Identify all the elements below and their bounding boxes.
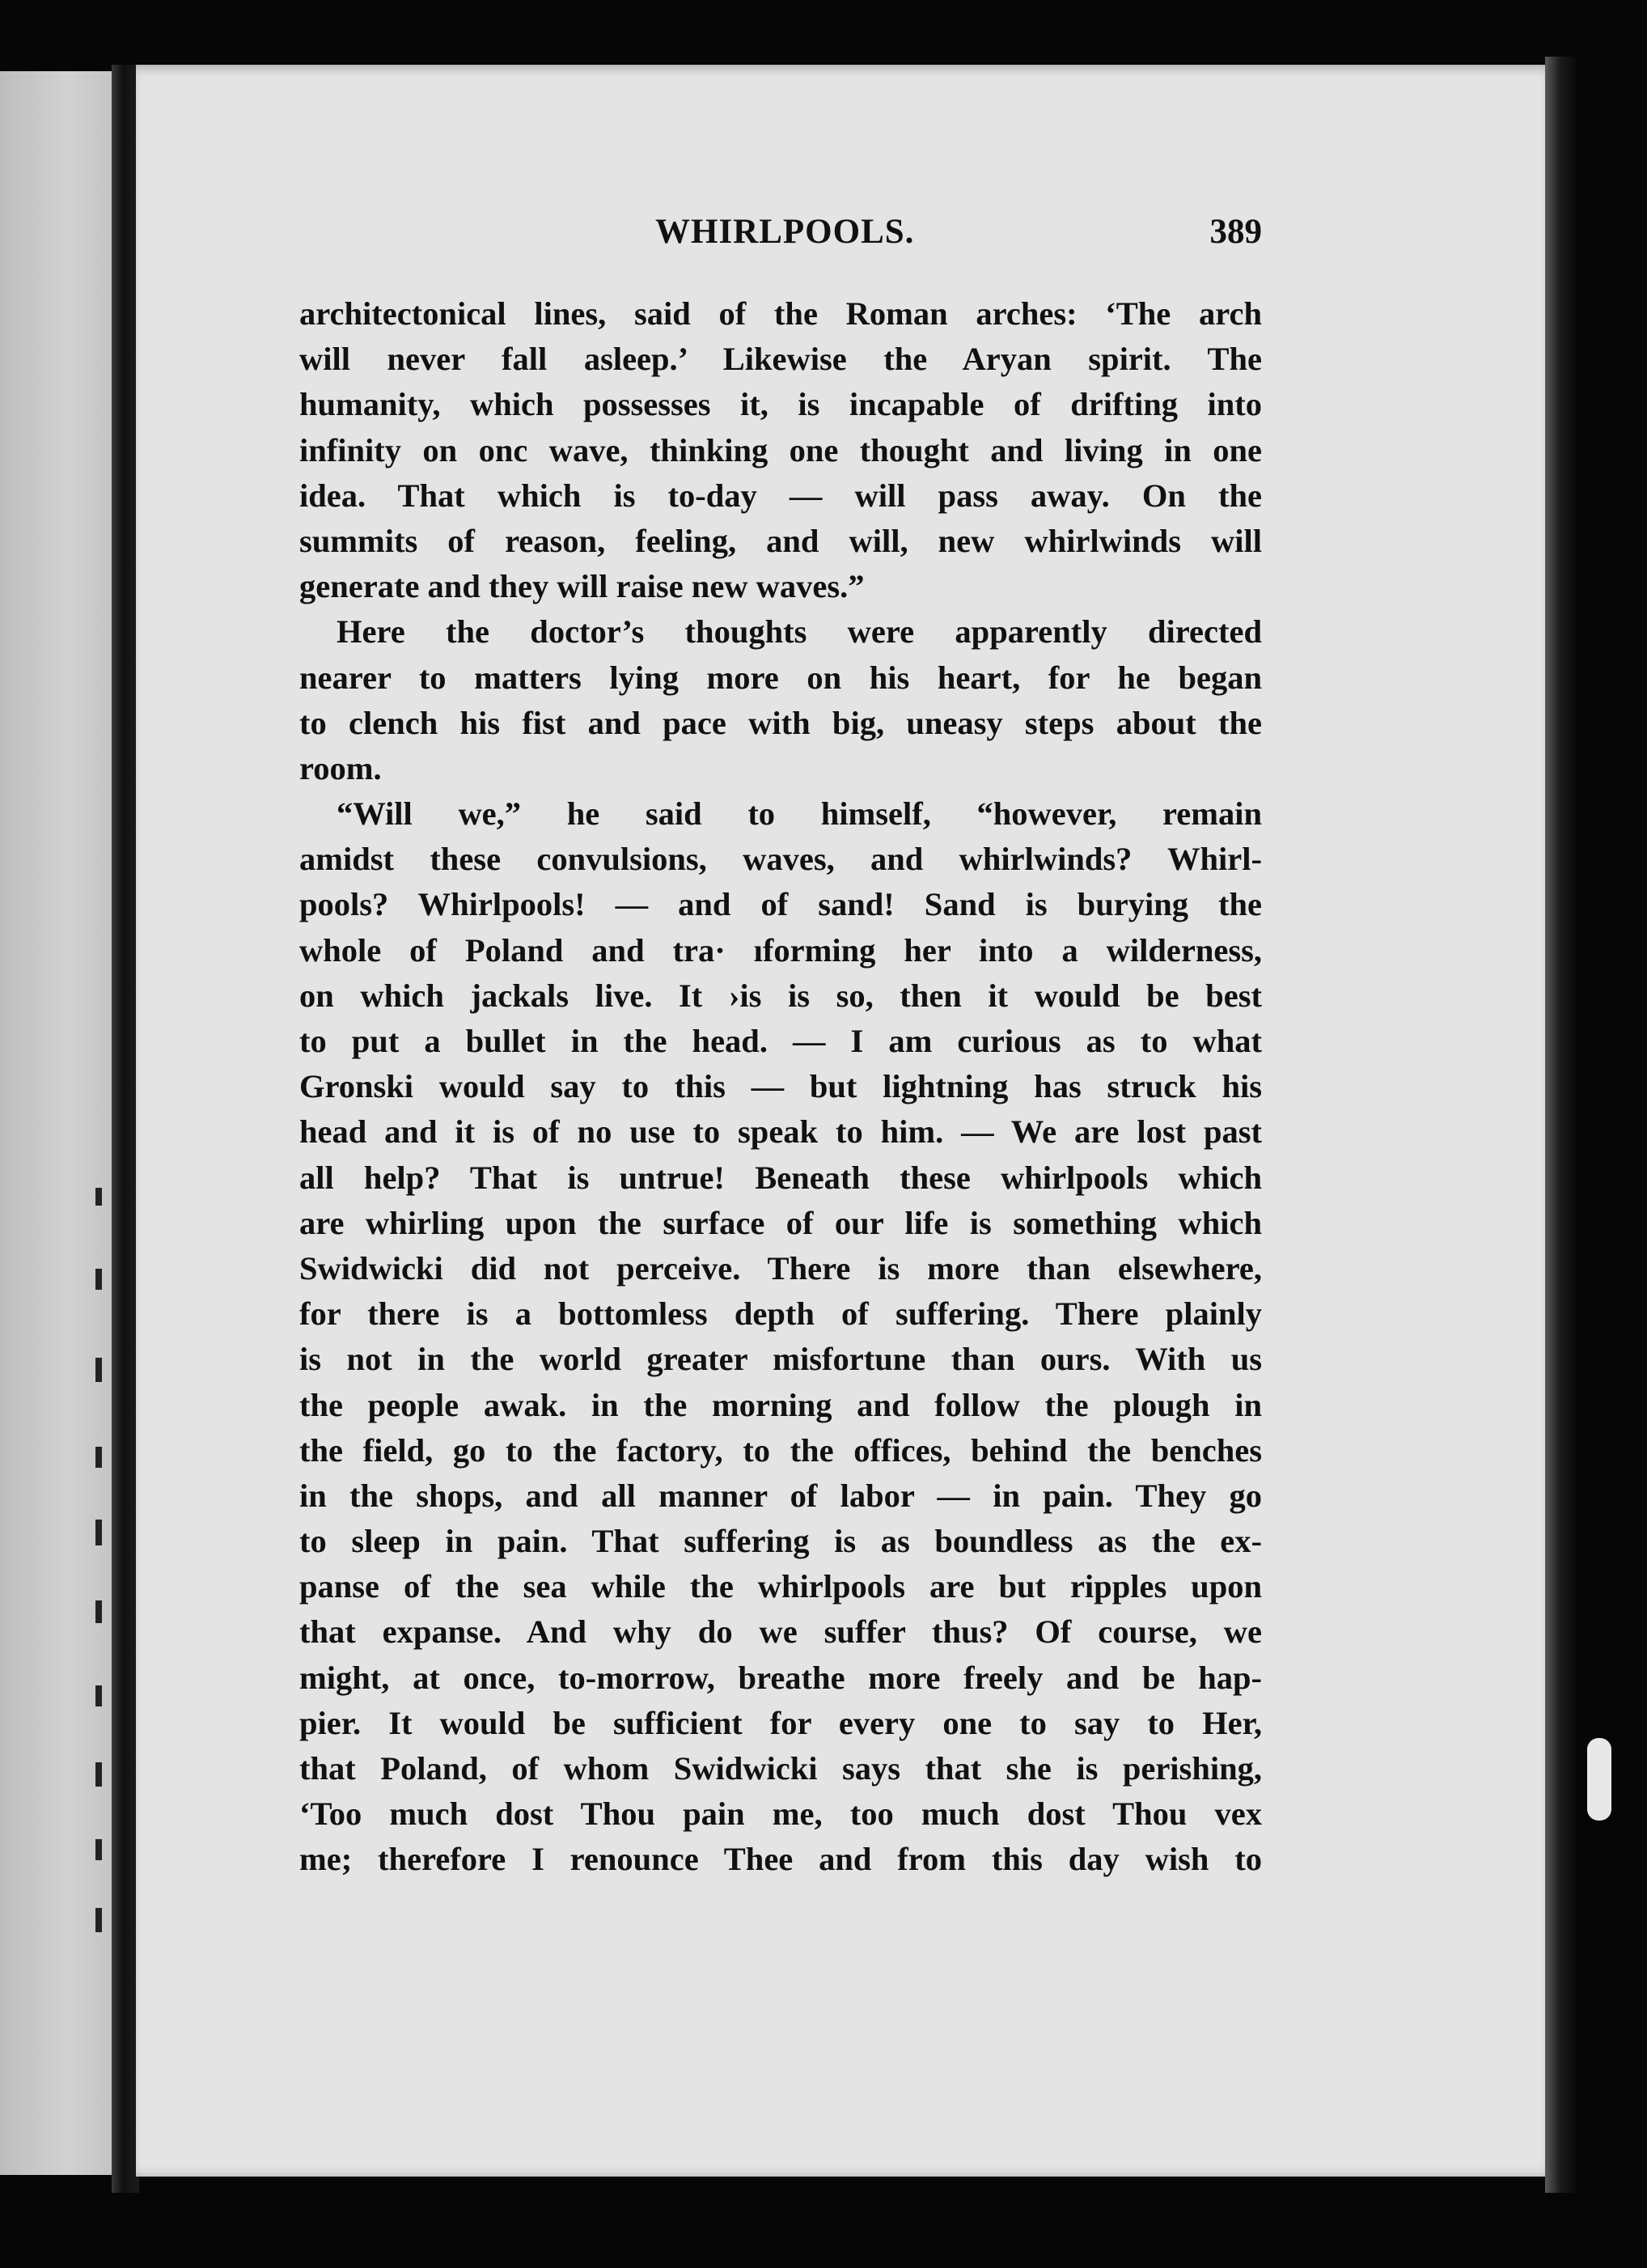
text-line: will never fall asleep.’ Likewise the Aryan spirit. The — [299, 341, 1262, 378]
margin-mark — [95, 1447, 102, 1468]
text-line: generate and they will raise new waves.” — [299, 568, 865, 605]
text-line: might, at once, to-morrow, breathe more freely and be hap- — [299, 1659, 1262, 1696]
text-line: the field, go to the factory, to the offices, behind the benches — [299, 1431, 1262, 1469]
running-head — [299, 212, 1262, 269]
text-line: “Will we,” he said to himself, “however, remain — [337, 795, 1262, 833]
text-line: ‘Too much dost Thou pain me, too much dost Thou vex — [299, 1795, 1262, 1833]
chapter-title: WHIRLPOOLS. — [655, 213, 915, 251]
page-number: 389 — [1209, 213, 1262, 251]
text-line: room. — [299, 749, 382, 786]
text-line: head and it is of no use to speak to him. — We are lost past — [299, 1113, 1262, 1151]
margin-mark — [95, 1685, 102, 1706]
text-line: that expanse. And why do we suffer thus? Of course, we — [299, 1613, 1262, 1651]
margin-mark — [95, 1908, 102, 1932]
text-line: to sleep in pain. That suffering is as boundless as the ex- — [299, 1523, 1262, 1560]
text-line: humanity, which possesses it, is incapable of drifting into — [299, 386, 1262, 423]
text-line: amidst these convulsions, waves, and whirlwinds? Whirl- — [299, 841, 1262, 878]
text-line: pools? Whirlpools! — and of sand! Sand is burying the — [299, 886, 1262, 923]
margin-mark — [95, 1520, 102, 1545]
margin-mark — [95, 1762, 102, 1787]
text-line: whole of Poland and tra· ıforming her into a wilderness, — [299, 931, 1262, 969]
body-text — [299, 291, 1262, 1883]
text-line: architectonical lines, said of the Roman arches: ‘The arch — [299, 295, 1262, 332]
text-line: to clench his fist and pace with big, uneasy steps about the — [299, 704, 1262, 741]
text-line: in the shops, and all manner of labor — in pain. They go — [299, 1477, 1262, 1514]
text-line: nearer to matters lying more on his heart, for he began — [299, 659, 1262, 696]
margin-mark — [95, 1839, 102, 1860]
text-line: infinity on onc wave, thinking one thought and living in one — [299, 431, 1262, 468]
text-line: on which jackals live. It ›is is so, then it would be best — [299, 977, 1262, 1014]
margin-mark — [95, 1269, 102, 1290]
text-line: panse of the sea while the whirlpools are but ripples upon — [299, 1568, 1262, 1605]
text-line: idea. That which is to-day — will pass away. On the — [299, 477, 1262, 514]
text-line: all help? That is untrue! Beneath these whirlpools which — [299, 1159, 1262, 1196]
text-line: Gronski would say to this — but lightning has struck his — [299, 1068, 1262, 1105]
paragraph — [299, 791, 1262, 1883]
paragraph — [299, 291, 1262, 609]
text-line: are whirling upon the surface of our life is something which — [299, 1204, 1262, 1241]
text-line: is not in the world greater misfortune than ours. With us — [299, 1341, 1262, 1378]
previous-page-margin — [0, 71, 113, 2175]
text-line: for there is a bottomless depth of suffering. There plainly — [299, 1295, 1262, 1333]
text-line: me; therefore I renounce Thee and from this day wish to — [299, 1841, 1262, 1878]
book-spine — [112, 65, 139, 2193]
page-right-edge — [1545, 57, 1576, 2193]
text-line: summits of reason, feeling, and will, new whirlwinds will — [299, 522, 1262, 559]
page-tab-mark — [1587, 1738, 1611, 1821]
text-line: that Poland, of whom Swidwicki says that she is perishing, — [299, 1750, 1262, 1787]
margin-mark — [95, 1600, 102, 1623]
text-line: pier. It would be sufficient for every one to say to Her, — [299, 1704, 1262, 1741]
text-line: Here the doctor’s thoughts were apparently directed — [337, 613, 1262, 651]
margin-mark — [95, 1358, 102, 1382]
text-line: the people awak. in the morning and follow the plough in — [299, 1386, 1262, 1423]
text-line: to put a bullet in the head. — I am curious as to what — [299, 1023, 1262, 1059]
paragraph — [299, 609, 1262, 791]
text-line: Swidwicki did not perceive. There is more than elsewhere, — [299, 1249, 1262, 1287]
margin-mark — [95, 1188, 102, 1206]
